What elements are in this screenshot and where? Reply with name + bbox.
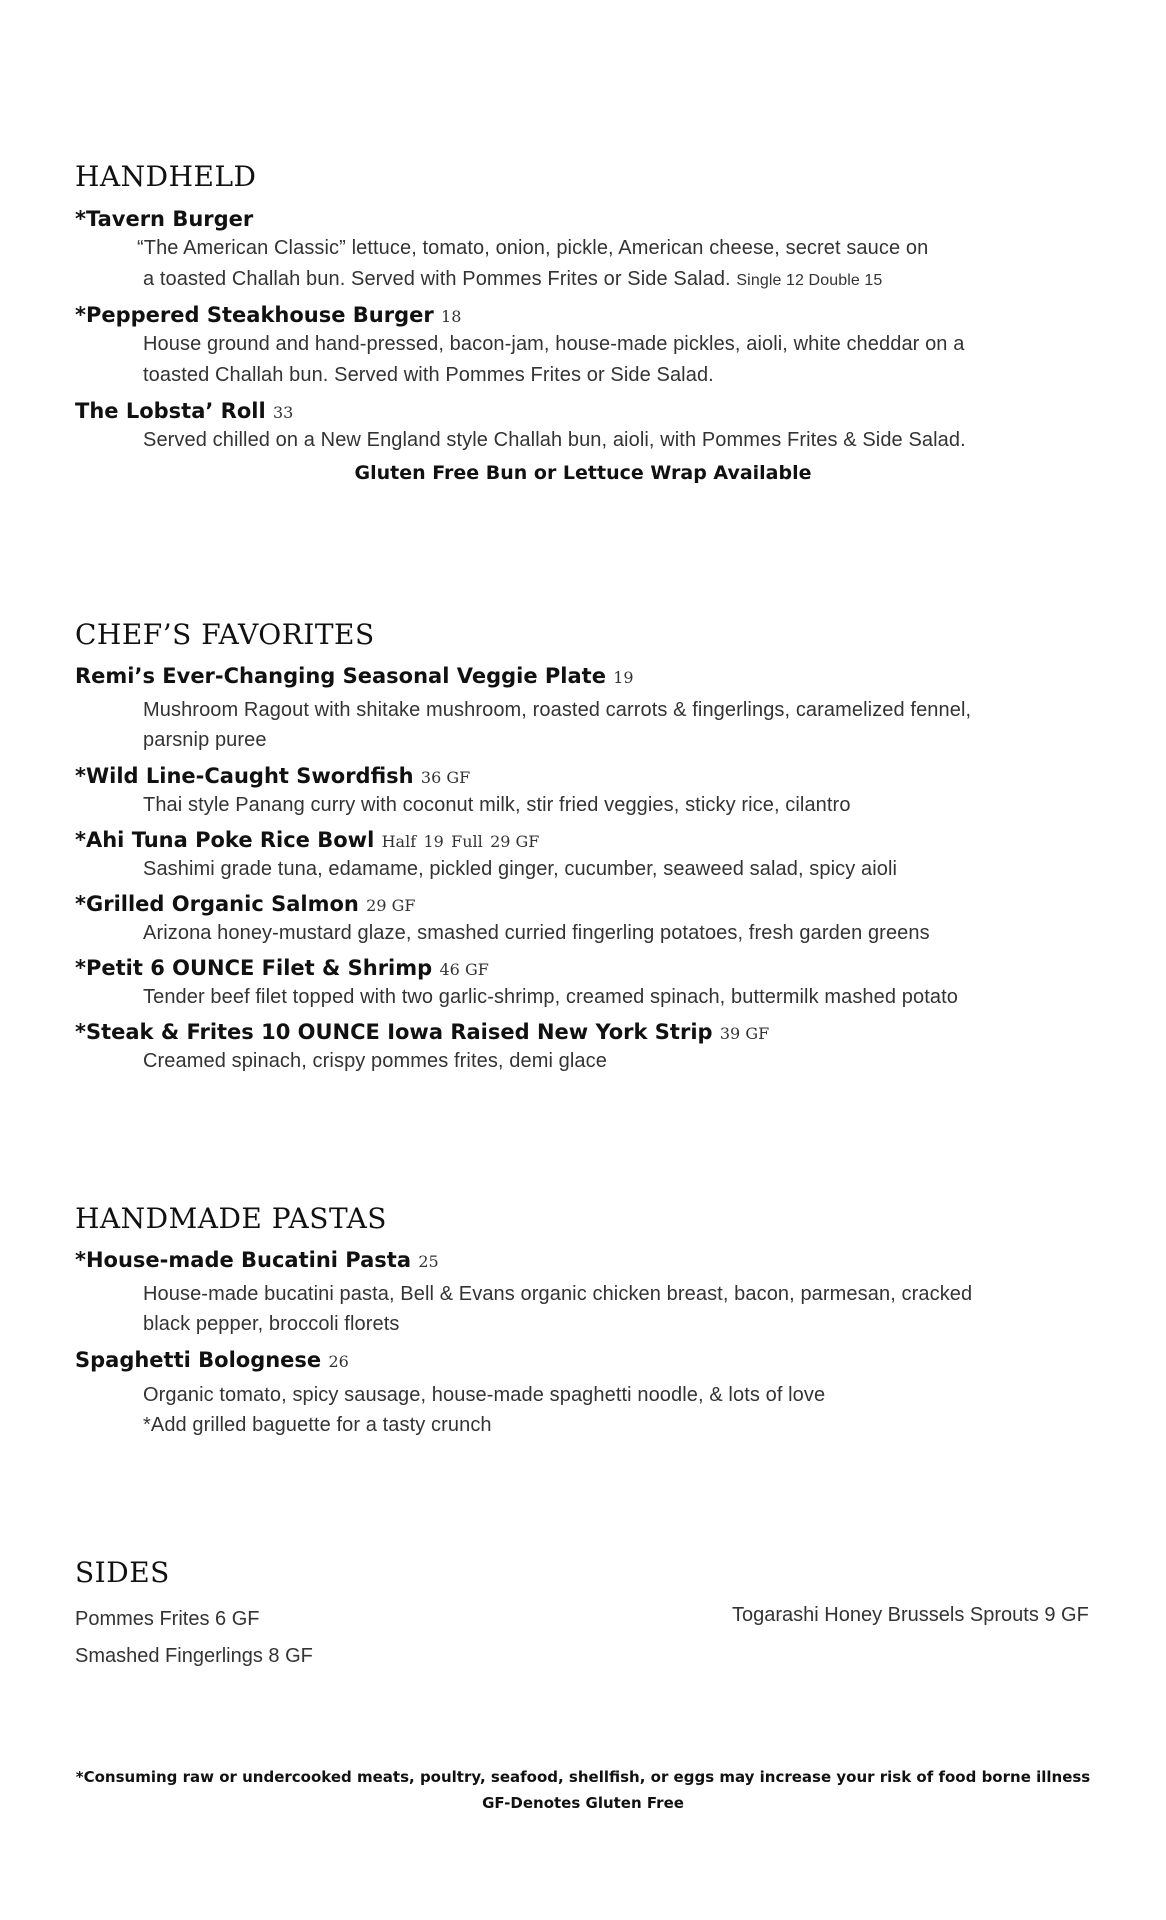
desc-text: a toasted Challah bun. Served with Pommes Frites or Side Salad. (143, 268, 731, 290)
menu-item-name (75, 1248, 439, 1272)
gluten-free-legend: GF-Denotes Gluten Free (482, 1794, 684, 1812)
item-title: *Grilled Organic Salmon (75, 892, 359, 916)
item-size-half: Half (381, 832, 417, 851)
menu-item-description: toasted Challah bun. Served with Pommes Frites or Side Salad. (143, 364, 714, 386)
menu-item-name (75, 1020, 769, 1044)
menu-item-description: House-made bucatini pasta, Bell & Evans organic chicken breast, bacon, parmesan, cracked (143, 1283, 973, 1305)
menu-item-description (143, 264, 1043, 296)
item-title: The Lobsta’ Roll (75, 399, 266, 423)
item-price: 29 GF (366, 896, 416, 915)
menu-item-name (75, 399, 293, 423)
menu-item-name (75, 892, 415, 916)
menu-item-description: Mushroom Ragout with shitake mushroom, roasted carrots & fingerlings, caramelized fennel, (143, 699, 972, 721)
side-item: Smashed Fingerlings 8 GF (75, 1645, 313, 1667)
item-price-full: 29 GF (490, 832, 540, 851)
menu-item-name (75, 828, 539, 852)
item-title: *Steak & Frites 10 OUNCE Iowa Raised New York Strip (75, 1020, 713, 1044)
item-size-full: Full (451, 832, 483, 851)
menu-item-description: parsnip puree (143, 729, 267, 751)
item-price-half: 19 (423, 832, 444, 851)
section-title-chefs-favorites: CHEF’S FAVORITES (75, 618, 375, 651)
item-title: *House-made Bucatini Pasta (75, 1248, 412, 1272)
item-price: 46 GF (439, 960, 489, 979)
menu-item-description: Thai style Panang curry with coconut milk, stir fried veggies, sticky rice, cilantro (143, 794, 851, 816)
item-title: Remi’s Ever-Changing Seasonal Veggie Plate (75, 664, 606, 688)
item-title: *Peppered Steakhouse Burger (75, 303, 434, 327)
side-item: Pommes Frites 6 GF (75, 1608, 260, 1630)
side-item: Togarashi Honey Brussels Sprouts 9 GF (732, 1604, 1089, 1626)
menu-item-name (75, 664, 634, 688)
item-price: 36 GF (420, 768, 471, 787)
item-price: 39 GF (719, 1024, 770, 1043)
menu-item-description: black pepper, broccoli florets (143, 1313, 400, 1335)
menu-item-description: “The American Classic” lettuce, tomato, onion, pickle, American cheese, secret sauce on (137, 237, 929, 259)
menu-item-description: Tender beef filet topped with two garlic-shrimp, creamed spinach, buttermilk mashed potato (143, 986, 958, 1008)
item-title: *Tavern Burger (75, 207, 254, 231)
menu-item-name (75, 956, 489, 980)
item-title: *Petit 6 OUNCE Filet & Shrimp (75, 956, 433, 980)
item-price: 19 (613, 668, 634, 687)
section-title-handheld: HANDHELD (75, 160, 257, 193)
item-title: Spaghetti Bolognese (75, 1348, 322, 1372)
menu-item-name (75, 1348, 349, 1372)
price-options: Single 12 Double 15 (736, 272, 883, 289)
item-title: *Ahi Tuna Poke Rice Bowl (75, 828, 375, 852)
gluten-free-note: Gluten Free Bun or Lettuce Wrap Available (354, 462, 812, 484)
item-price: 26 (328, 1352, 349, 1371)
food-safety-disclaimer: *Consuming raw or undercooked meats, poultry, seafood, shellfish, or eggs may increase your risk of food borne illness (75, 1768, 1091, 1786)
menu-item-name (75, 303, 461, 327)
item-price: 18 (441, 307, 462, 326)
menu-item-description: Sashimi grade tuna, edamame, pickled ginger, cucumber, seaweed salad, spicy aioli (143, 858, 898, 880)
section-title-handmade-pastas: HANDMADE PASTAS (75, 1202, 387, 1235)
menu-item-description: *Add grilled baguette for a tasty crunch (143, 1414, 492, 1436)
menu-item-description: House ground and hand-pressed, bacon-jam, house-made pickles, aioli, white cheddar on a (143, 333, 965, 355)
menu-item-name (75, 207, 253, 231)
item-title: *Wild Line-Caught Swordfish (75, 764, 414, 788)
menu-item-description: Creamed spinach, crispy pommes frites, demi glace (143, 1050, 607, 1072)
menu-item-name (75, 764, 470, 788)
item-price: 33 (272, 403, 294, 422)
menu-item-description: Arizona honey-mustard glaze, smashed curried fingerling potatoes, fresh garden greens (143, 922, 930, 944)
item-price: 25 (418, 1252, 439, 1271)
section-title-sides: SIDES (75, 1556, 170, 1589)
menu-item-description: Served chilled on a New England style Challah bun, aioli, with Pommes Frites & Side Salad. (143, 429, 966, 451)
menu-item-description: Organic tomato, spicy sausage, house-made spaghetti noodle, & lots of love (143, 1384, 826, 1406)
